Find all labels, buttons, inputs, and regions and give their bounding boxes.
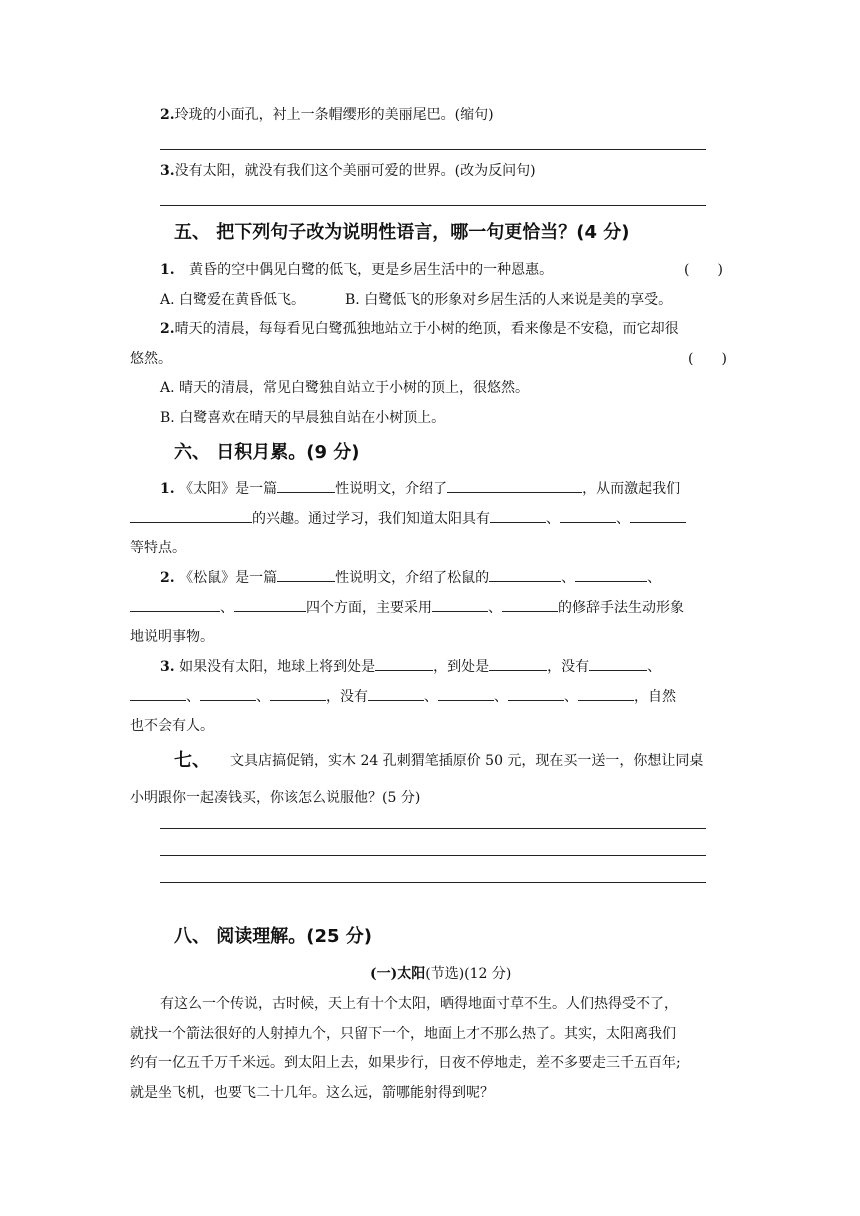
passage-line: 就是坐飞机，也要飞二十几年。这么远，箭哪能射得到呢？	[130, 1085, 494, 1101]
text: ，自然	[634, 689, 676, 705]
question-4-2	[160, 104, 494, 124]
question-number: 2.	[160, 570, 175, 586]
separator: 、	[494, 689, 508, 705]
fill-blank[interactable]	[130, 599, 220, 612]
fill-blank[interactable]	[200, 688, 256, 701]
fill-blank[interactable]	[432, 599, 488, 612]
section-8-title: 八、 阅读理解。(25 分)	[174, 926, 373, 947]
question-text: 晴天的清晨，每每看见白鹭孤独地站立于小树的绝顶，看来像是不安稳，而它却很	[174, 321, 679, 337]
passage-line: 约有一亿五千万千米远。到太阳上去，如果步行，日夜不停地走，差不多要走三千五百年;	[130, 1055, 681, 1071]
text: ，从而激起我们	[582, 481, 681, 497]
option-b: B. 白鹭喜欢在晴天的早晨独自站在小树顶上。	[160, 410, 446, 426]
text: 的修辞手法生动形象	[558, 600, 684, 616]
fill-blank[interactable]	[130, 510, 252, 523]
question-text: 没有太阳，就没有我们这个美丽可爱的世界。(改为反问句)	[174, 163, 536, 179]
passage-title	[370, 963, 511, 983]
fill-blank[interactable]	[234, 599, 306, 612]
answer-line[interactable]	[160, 828, 706, 829]
passage-title-main: (一)太阳	[370, 966, 426, 982]
text: 性说明文，介绍了	[335, 481, 448, 497]
fill-blank[interactable]	[447, 480, 582, 493]
option-a: A. 白鹭爱在黄昏低飞。	[160, 292, 306, 308]
separator: 、	[256, 689, 270, 705]
text: 地说明事物。	[130, 629, 214, 645]
answer-line[interactable]	[160, 149, 706, 150]
text: 如果没有太阳，地球上将到处是	[179, 659, 376, 675]
question-6-1-line1	[160, 478, 730, 498]
fill-blank[interactable]	[368, 688, 424, 701]
question-4-3	[160, 160, 536, 180]
question-6-3-line2	[130, 686, 730, 706]
text: 的兴趣。通过学习，我们知道太阳具有	[252, 511, 490, 527]
question-6-2-line2	[130, 597, 730, 617]
question-5-1	[160, 259, 553, 279]
fill-blank[interactable]	[575, 569, 647, 582]
section-7-label: 七、	[174, 750, 210, 771]
separator: 、	[424, 689, 438, 705]
separator: 、	[220, 600, 234, 616]
fill-blank[interactable]	[502, 599, 558, 612]
question-6-1-line2	[130, 508, 730, 528]
fill-blank[interactable]	[489, 569, 561, 582]
fill-blank[interactable]	[489, 658, 547, 671]
section-7-text-cont: 小明跟你一起凑钱买，你该怎么说服他？(5 分)	[130, 790, 421, 806]
text: ，没有	[326, 689, 368, 705]
question-number: 2.	[160, 107, 175, 123]
section-5-title: 五、 把下列句子改为说明性语言，哪一句更恰当？(4 分)	[174, 222, 630, 243]
fill-blank[interactable]	[589, 658, 647, 671]
question-text-cont: 悠然。	[130, 351, 172, 367]
fill-blank[interactable]	[578, 688, 634, 701]
fill-blank[interactable]	[277, 480, 335, 493]
question-number: 1.	[160, 481, 175, 497]
section-7-text: 文具店搞促销，实木 24 孔刺猬笔插原价 50 元，现在买一送一，你想让同桌	[230, 753, 704, 769]
question-text: 黄昏的空中偶见白鹭的低飞，更是乡居生活中的一种恩惠。	[189, 262, 554, 278]
separator: 、	[616, 511, 630, 527]
section-6-title: 六、 日积月累。(9 分)	[174, 442, 360, 463]
text: 性说明文，介绍了松鼠的	[335, 570, 490, 586]
fill-blank[interactable]	[508, 688, 564, 701]
question-number: 3.	[160, 659, 175, 675]
separator: 、	[647, 570, 662, 586]
answer-line[interactable]	[160, 882, 706, 883]
question-number: 3.	[160, 163, 175, 179]
separator: 、	[488, 600, 502, 616]
answer-paren[interactable]: ( )	[688, 351, 727, 367]
text: 《松鼠》是一篇	[179, 570, 278, 586]
separator: 、	[186, 689, 200, 705]
passage-line: 有这么一个传说，古时候，天上有十个太阳，晒得地面寸草不生。人们热得受不了，	[160, 996, 678, 1012]
fill-blank[interactable]	[130, 688, 186, 701]
question-number: 2.	[160, 321, 175, 337]
fill-blank[interactable]	[438, 688, 494, 701]
fill-blank[interactable]	[630, 510, 686, 523]
text: ，没有	[547, 659, 590, 675]
text: 《太阳》是一篇	[179, 481, 278, 497]
fill-blank[interactable]	[560, 510, 616, 523]
question-text: 玲珑的小面孔，衬上一条帽缨形的美丽尾巴。(缩句)	[174, 107, 494, 123]
text: ，到处是	[433, 659, 490, 675]
question-6-3-line1	[160, 656, 730, 676]
passage-title-sub: (节选)(12 分)	[425, 966, 512, 982]
fill-blank[interactable]	[277, 569, 335, 582]
answer-line[interactable]	[160, 855, 706, 856]
separator: 、	[564, 689, 578, 705]
answer-paren[interactable]: ( )	[684, 262, 723, 278]
question-6-2-line1	[160, 567, 730, 587]
question-5-2	[160, 318, 679, 338]
option-a: A. 晴天的清晨，常见白鹭独自站立于小树的顶上，很悠然。	[160, 380, 530, 396]
passage-line: 就找一个箭法很好的人射掉九个，只留下一个，地面上才不那么热了。其实，太阳离我们	[130, 1026, 676, 1042]
fill-blank[interactable]	[490, 510, 546, 523]
fill-blank[interactable]	[270, 688, 326, 701]
text: 也不会有人。	[130, 718, 214, 734]
fill-blank[interactable]	[375, 658, 433, 671]
text: 等特点。	[130, 540, 186, 556]
text: 四个方面，主要采用	[306, 600, 432, 616]
separator: 、	[647, 659, 662, 675]
answer-line[interactable]	[160, 205, 706, 206]
separator: 、	[561, 570, 576, 586]
option-b: B. 白鹭低飞的形象对乡居生活的人来说是美的享受。	[345, 292, 673, 308]
question-number: 1.	[160, 262, 175, 278]
separator: 、	[546, 511, 560, 527]
